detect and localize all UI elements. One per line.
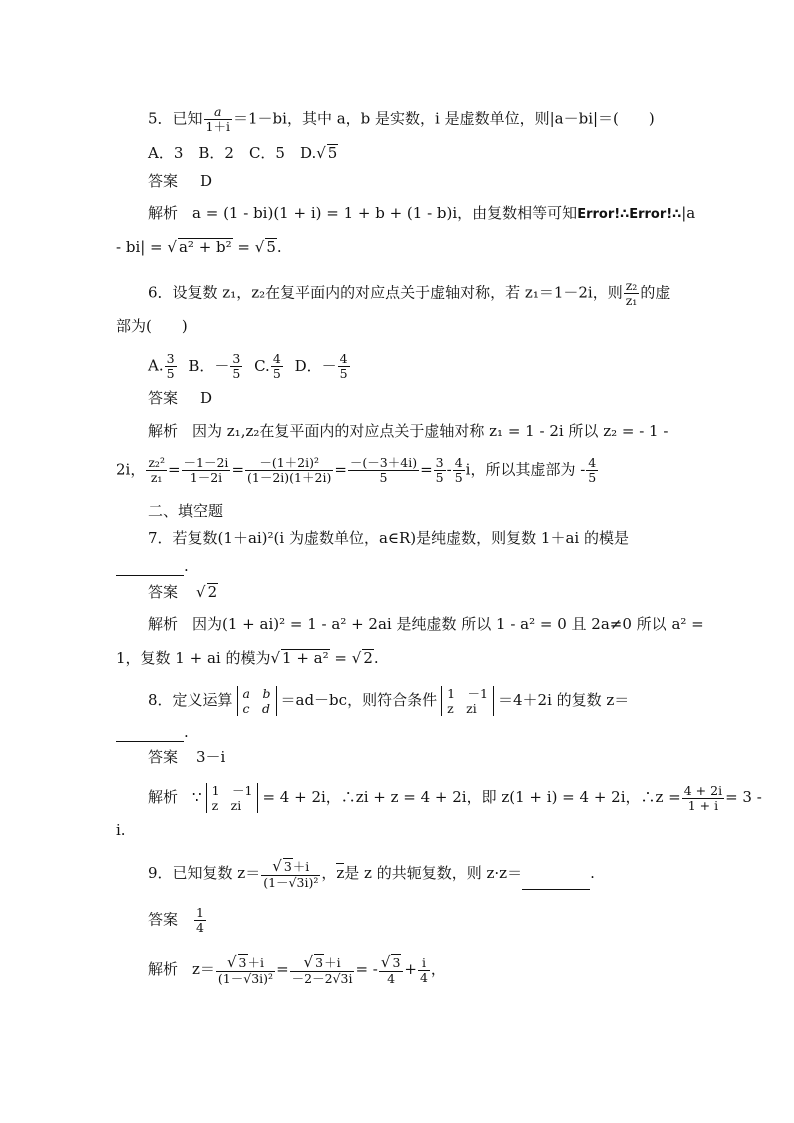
q9-answer-label: 答案 [148,910,179,929]
q9-blank[interactable] [522,875,590,890]
q7-analysis-1: 因为(1 + ai)² = 1 - a² + 2ai 是纯虚数 所以 1 - a² = 0 且 2a≠0 所以 a² = [192,615,704,633]
q6-f6-num: 4 [454,455,463,470]
q6-analysis-line2: 2i， $\frac{\text{z₂²}}{\text{z₁}}$ = $\frac{-1-2i}{1-2i}$ = $\frac{\text{－(1＋2i)²}}{(1-2i)(1+2i)}$ = $\frac{-(-3+4i)}{5}$ = $\frac{3}{5}$ - $\frac{4}{5}$ i，所以其虚部为 - $\frac{4}{5}$ [116,455,597,485]
q9-frac [261,858,320,890]
q6-analysis-label: 解析 [148,422,179,440]
q8-analysis-line1 [148,783,762,813]
q5-options: A．3 B．2 C．5 D.√ 5 [148,144,338,162]
q7-analysis-2-pre: 1，复数 1 + ai 的模为 [116,649,271,667]
q6-f1-num: z₂² [148,455,165,470]
q9-answer [148,906,207,935]
q6-f2-den: 1－2i [189,470,223,485]
q8-det2-r2: z zi [447,701,477,716]
q6-opt-b-den: 5 [232,366,241,381]
q6-f3 [245,456,333,485]
q9-a4-den: 4 [419,969,428,985]
q8-stem [148,686,629,716]
q8-analysis-end: = 3 - [725,788,762,806]
q6-answer [148,388,212,408]
q7-analysis-2-rad2: 2 [363,649,373,667]
q5-answer [148,171,212,191]
q5-analysis-line2: - bi| = √ a² + b² = √ 5. [116,238,282,256]
section-heading: 二、填空题 [148,502,224,520]
q6-analysis-2-pre: 2i， [116,460,146,479]
q9-a4-num: i [418,956,430,971]
q8-det1-r1: a b [242,686,271,701]
q6-f4-num: －(－3＋4i) [349,455,418,470]
q9-stem-tail: . [590,864,595,882]
q9-a2-den: －2－2√3i [291,971,353,986]
q9-frac-den: (1－√3i)² [263,875,319,890]
q7-answer-value: 2 [207,583,218,601]
q5-label: 5．已知 [148,109,203,128]
q8-det1 [237,686,277,716]
q6-f5 [434,456,446,485]
q5-analysis-1: a = (1 - bi)(1 + i) = 1 + b + (1 - b)i，由复数相等可知 [192,204,578,222]
q6-f4 [348,456,419,485]
q7-stem: 7．若复数(1＋ai)²(i 为虚数单位，a∈R)是纯虚数，则复数 1＋ai 的模是 [148,529,629,547]
q8-frac-den: 1 + i [687,797,719,813]
q9-stem-pre: 9．已知复数 z＝ [148,864,261,882]
q9-a2 [290,954,355,986]
q6-options [148,352,351,381]
q9-answer-frac [194,906,206,935]
q9-analysis-pre: z＝ [192,960,215,978]
q9-frac-num-tail: ＋i [292,859,310,874]
q8-frac [682,784,724,813]
q6-f2-num: －1－2i [183,455,229,470]
q8-stem-mid: ＝ad－bc，则符合条件 [280,691,438,709]
q5-option-d-rad: 5 [327,144,338,162]
q9-a3-num-rad: 3 [392,955,401,970]
q9-a2-num-tail: ＋i [324,955,341,970]
q5-analysis-1-tail: |a [681,204,696,222]
q7-analysis-label: 解析 [148,615,179,633]
q6-f4-den: 5 [379,470,388,485]
q6-f2 [182,456,231,485]
q6-frac-num: z₂ [625,278,638,293]
q5-stem-rest: ＝1－bi，其中 a，b 是实数，i 是虚数单位，则|a－bi|＝( ) [233,109,655,128]
q9-a3-num: √ 3 [379,954,404,972]
q7-analysis-line1 [148,614,704,634]
q8-answer [148,747,225,767]
q7-analysis-2-mid: = [329,649,352,667]
q8-analysis-label: 解析 [148,788,179,806]
q8-frac-num: 4 + 2i [683,782,723,798]
q6-f5-den: 5 [435,470,444,485]
q8-det1-r2: c d [242,701,271,716]
q9-a3 [379,954,404,986]
q7-analysis-line2: 1，复数 1 + ai 的模为√ 1 + a² = √ 2. [116,649,379,667]
q9-frac-num: √ 3＋i [261,858,320,876]
q5-analysis-2-pre: - bi| = [116,238,168,256]
q6-analysis-line1 [148,421,668,441]
q6-answer-value: D [200,389,213,407]
q5-answer-label: 答案 [148,172,179,190]
q6-opt-a: A. [148,356,164,375]
q5-fraction [204,105,232,134]
q7-answer-label: 答案 [148,583,179,601]
q6-opt-a-num: 3 [166,351,175,366]
q6-f5-num: 3 [435,455,444,470]
q7-answer: 答案 √ 2 [148,583,218,601]
q5-analysis-line1 [148,203,695,225]
q8-det3-r2: z zi [211,798,242,813]
q8-stem-2: . [184,723,189,741]
q7-analysis-2-rad: 1 + a² [282,649,329,667]
q6-opt-a-den: 5 [166,366,175,381]
q8-det2 [441,686,494,716]
q6-opt-b: B．－ [188,356,230,375]
q7-analysis-2-end: . [373,649,379,667]
q9-a1-num: √ 3＋i [216,954,275,972]
q5-analysis-label: 解析 [148,204,179,222]
q9-a2-num-rad: 3 [315,955,324,970]
q9-zbar: z [336,864,345,882]
q9-analysis-end: ， [430,960,446,978]
q9-answer-den: 4 [196,920,204,935]
q6-stem [148,279,670,308]
q6-f7 [586,456,598,485]
q8-stem-pre: 8．定义运算 [148,691,233,709]
q6-opt-c-num: 4 [272,351,281,366]
q6-f1 [146,456,167,485]
q9-a1-num-rad: 3 [238,955,247,970]
q6-opt-c: C. [254,356,270,375]
q6-opt-d: D．－ [294,356,337,375]
q6-opt-d-frac [338,352,350,381]
q6-analysis-1: 因为 z₁,z₂在复平面内的对应点关于虚轴对称 z₁ = 1 - 2i 所以 z₂ = - 1 - [192,422,669,440]
q8-det3 [206,783,259,813]
q6-opt-c-den: 5 [272,366,281,381]
q6-stem-line2: 部为( ) [116,317,188,335]
q8-analysis-mid: = 4 + 2i，∴zi + z = 4 + 2i，即 z(1 + i) = 4 + 2i，∴z = [262,788,681,806]
q9-stem-end: 是 z 的共轭复数，则 z·z＝ [344,864,523,882]
q5-answer-value: D [200,172,213,190]
q9-a1 [216,954,275,986]
q8-blank[interactable] [116,727,184,742]
q7-stem-line2 [116,556,189,576]
q6-f6 [453,456,465,485]
q6-opt-d-num: 4 [339,351,348,366]
q8-analysis-pre: ∵ [192,788,202,806]
q6-f1-den: z₁ [150,470,163,485]
q5-analysis-error: Error!∴Error!∴ [577,207,682,222]
q8-stem-end: ＝4＋2i 的复数 z＝ [497,691,630,709]
q9-a1-den: (1－√3i)² [217,971,274,986]
q9-answer-num: 1 [196,905,204,920]
q6-f7-num: 4 [588,455,597,470]
q8-det3-r1: 1 －1 [211,783,253,798]
q6-answer-label: 答案 [148,389,179,407]
q5-analysis-2-end: . [276,238,282,256]
q9-analysis: 解析 z＝ $\frac{√ 3+i}{\text{(1－√3i)²}}$ = $\frac{√ 3+i}{-2-2√3i}$ = - $\frac{√ 3}{4}$ + $\frac{i}{4}$ ， [148,953,446,986]
q9-a1-num-tail: ＋i [247,955,264,970]
q8-answer-label: 答案 [148,748,179,766]
q9-frac-num-rad: 3 [283,859,292,874]
q9-stem [148,858,595,890]
q5-analysis-2-rad2: 5 [266,238,276,256]
q6-f6-den: 5 [454,470,463,485]
q6-opt-d-den: 5 [339,366,348,381]
q6-fraction [624,279,640,308]
q6-frac-den: z₁ [625,293,638,308]
q6-analysis-2-tail: i，所以其虚部为 - [465,460,586,479]
q9-analysis-label: 解析 [148,960,179,978]
q5-frac-num: a [204,105,232,120]
q8-analysis-line2: i. [116,821,126,839]
q6-f3-den: (1－2i)(1＋2i) [247,470,332,485]
q6-f7-den: 5 [588,470,597,485]
q5-frac-den: 1＋i [205,119,230,134]
q6-opt-b-num: 3 [232,351,241,366]
q7-blank[interactable] [116,561,184,576]
q6-opt-c-frac [271,352,283,381]
q9-stem-mid: ， [321,864,337,882]
q5-analysis-2-rad: a² + b² [178,238,232,256]
q9-a4 [418,956,430,985]
q8-stem-line2 [116,722,189,742]
q6-opt-a-frac [165,352,177,381]
q6-label: 6．设复数 z₁，z₂在复平面内的对应点关于虚轴对称，若 z₁＝1－2i，则 [148,283,623,302]
q9-analysis-mid: = - [355,960,378,978]
q8-answer-value: 3－i [196,748,226,766]
q8-det2-r1: 1 －1 [447,686,488,701]
q9-a3-den: 4 [387,971,396,986]
q5-stem [148,105,655,134]
q9-a2-num: √ 3＋i [290,954,355,972]
q6-stem-end: 的虚 [640,283,671,302]
q5-options-text: A．3 B．2 C．5 D. [148,144,317,162]
q6-opt-b-frac [230,352,242,381]
q5-analysis-2-mid: = [232,238,255,256]
q6-f3-num: －(1＋2i)² [245,456,333,471]
q7-stem-2: . [184,557,189,575]
